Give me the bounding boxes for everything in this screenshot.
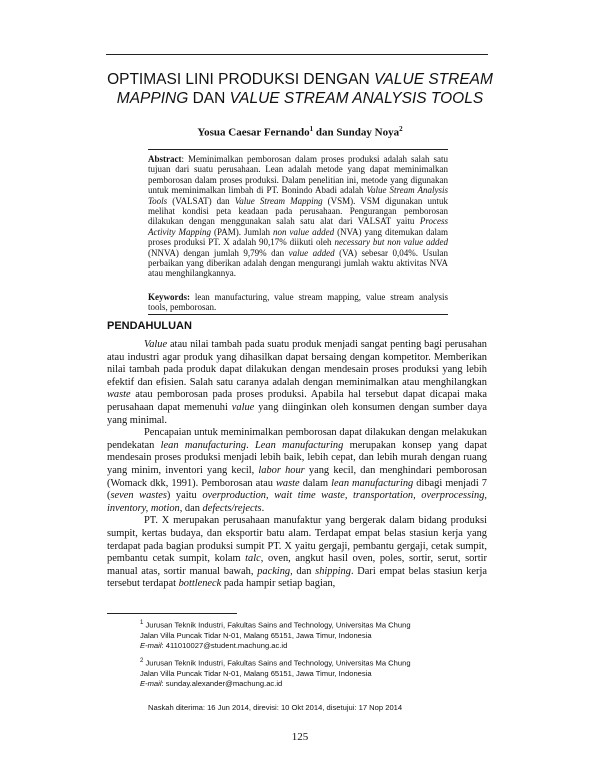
footnote-2: $^2$ Jurusan Teknik Industri, Fakultas Sains and Technology, Universitas Ma Chung Jalan Villa Puncak Tidar N-01, Malang 65151, Jawa Timur, Indonesia E-mail: sunday.alexander@machung.ac.id bbox=[140, 658, 411, 688]
paper-title bbox=[0, 70, 600, 108]
title-line-2: MAPPING DAN VALUE STREAM ANALYSIS TOOLS bbox=[116, 90, 484, 107]
footnote-1: $^1$ Jurusan Teknik Industri, Fakultas Sains and Technology, Universitas Ma Chung Jalan Villa Puncak Tidar N-01, Malang 65151, Jawa Timur, Indonesia E-mail: 411010027@student.machung.ac.id bbox=[140, 620, 411, 650]
author-1: Yosua Caesar Fernando bbox=[197, 126, 310, 139]
abstract: Abstract: Meminimalkan pemborosan dalam proses produksi adalah salah satu tujuan dari suatu perusahaan. Lean adalah metode yang dapat meminimalkan pemborosan dalam proses produksi. Dalam penelitian ini, metode yang digunakan untuk meminimalkan limbah di PT. Bonindo Abadi adalah Value Stream Analysis Tools (VALSAT) dan Value Stream Mapping (VSM). VSM digunakan untuk melihat kondisi peta keadaan pada perusahaan. Pengurangan pemborosan dilakukan dengan menggunakan salah satu alat dari VALSAT yaitu Process Activity Mapping (PAM). Jumlah non value added (NVA) yang ditemukan dalam proses produksi PT. X adalah 90,17% diikuti oleh necessary but non value added (NNVA) dengan jumlah 9,79% dan value added (VA) sebesar 0,04%. Usulan perbaikan yang diberikan adalah dengan mengurangi jumlah waktu aktivitas NVA atau menghilangkannya. bbox=[148, 154, 448, 279]
body-text bbox=[107, 339, 487, 591]
submission-dates: Naskah diterima: 16 Jun 2014, direvisi: 10 Okt 2014, disetujui: 17 Nop 2014 bbox=[148, 703, 403, 712]
footnote-rule bbox=[107, 613, 237, 614]
keywords-label: Keywords: bbox=[148, 292, 190, 302]
header-rule bbox=[106, 54, 488, 55]
paragraph-1: Value atau nilai tambah pada suatu produk menjadi sangat penting bagi perusahan atau industri agar produk yang dihasilkan dapat bersaing dengan kompetitor. Memberikan nilai tambah pada produk dapat dilakukan dengan mendesain proses produksi yang lebih efektif dan efisien. Salah satu caranya adalah dengan meminimalkan atau menghilangkan waste atau pemborosan pada proses produksi. Apabila hal tersebut dapat dicapai maka perusahaan dapat memenuhi value yang diinginkan oleh konsumen dengan sumber daya yang minimal. bbox=[107, 339, 488, 426]
page-number: 125 bbox=[291, 731, 309, 743]
author-line: Yosua Caesar Fernando$^1$ dan Sunday Noya$^2$ bbox=[197, 125, 403, 139]
section-title: PENDAHULUAN bbox=[107, 320, 192, 332]
title-line-1: OPTIMASI LINI PRODUKSI DENGAN VALUE STREAM bbox=[107, 71, 493, 88]
keywords: Keywords: lean manufacturing, value stream mapping, value stream analysis tools, pemborosan. bbox=[148, 292, 448, 313]
paragraph-2: Pencapaian untuk meminimalkan pemborosan dapat dilakukan dengan melakukan pendekatan lean manufacturing. Lean manufacturing merupakan konsep yang dapat mendesain proses produksi menjadi lebih baik, lebih cepat, dan lebih murah dengan ruang yang minim, inventori yang kecil, labor hour yang kecil, dan menghindari pemborosan (Womack dkk, 1991). Pemborosan atau waste dalam lean manufacturing dibagi menjadi 7 (seven wastes) yaitu overproduction, wait time waste, transportation, overprocessing, inventory, motion, dan defects/rejects. bbox=[107, 427, 487, 514]
abstract-label: Abstract bbox=[148, 154, 182, 164]
abstract-top-rule bbox=[148, 149, 448, 150]
paragraph-3: PT. X merupakan perusahaan manufaktur yang bergerak dalam bidang produksi sumpit, kertas budaya, dan eksportir batu alam. Terdapat empat belas stasiun kerja yang terdapat pada bagian produksi sumpit PT. X yaitu gergaji, pembantu gergaji, cetak sumpit, pembantu cetak sumpit, kolam talc, oven, angkut hasil oven, poles, sortir, serut, sortir manual atas, sortir manual bawah, packing, dan shipping. Dari empat belas stasiun kerja tersebut terdapat bottleneck pada hampir setiap bagian, bbox=[107, 515, 488, 590]
abstract-bottom-rule bbox=[148, 314, 448, 315]
author-2: Sunday Noya bbox=[336, 126, 400, 139]
